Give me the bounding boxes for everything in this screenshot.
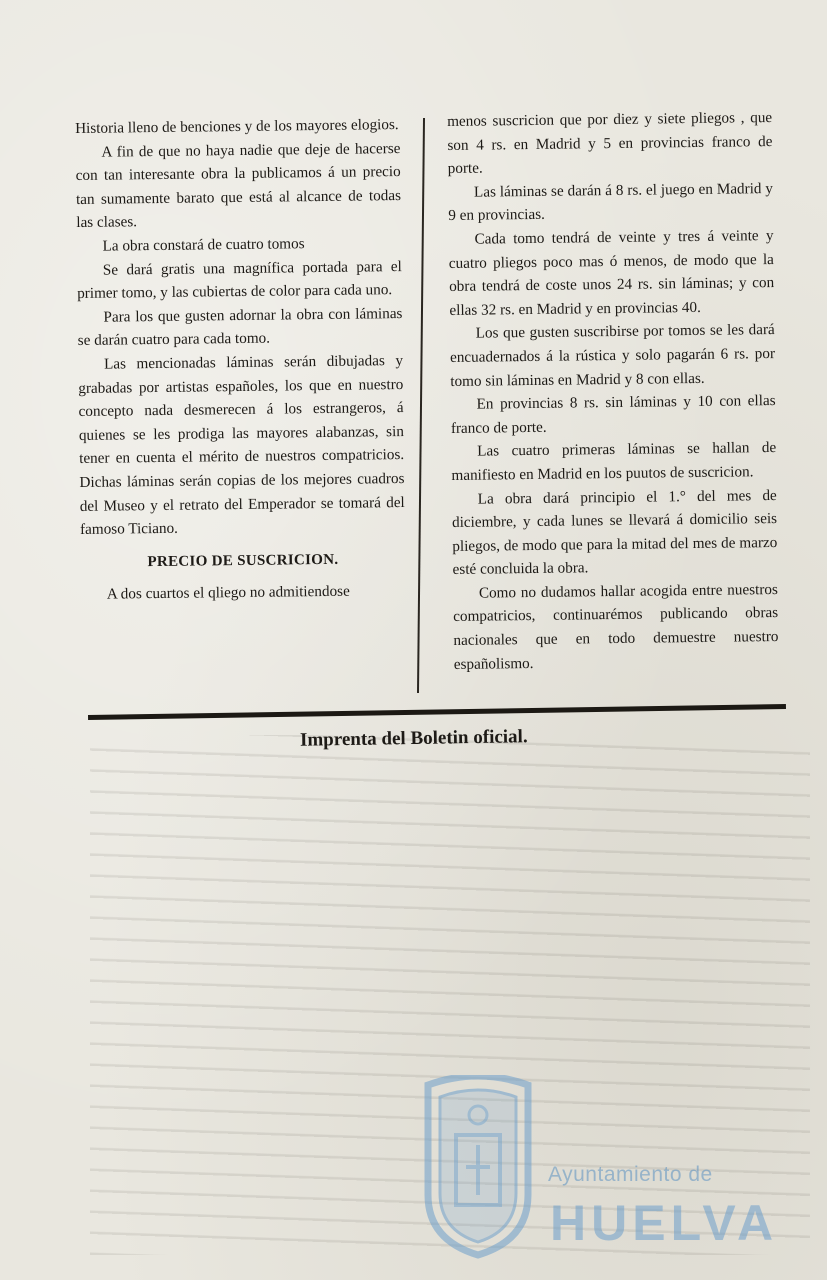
right-paragraph-2: Las láminas se darán á 8 rs. el juego en Madrid y 9 en provincias.: [448, 179, 774, 225]
watermark-line-1: Ayuntamiento de: [548, 1163, 713, 1186]
archive-watermark: [418, 1075, 779, 1260]
column-divider: [417, 118, 425, 693]
left-last-line: A dos cuartos el qliego no admitiendose: [106, 582, 350, 603]
right-paragraph-3: Cada tomo tendrá de veinte y tres á veinte y cuatro pliegos poco mas ó menos, de modo que la obra tendrá de coste unos 24 rs. sin láminas; y con ellas 32 rs. en Madrid y en provincias 40.: [448, 226, 775, 319]
left-paragraph-2: A fin de que no haya nadie que deje de hacerse con tan interesante obra la publicamos á un precio tan sumamente barato que está al alcance de todas las clases.: [75, 139, 402, 232]
right-paragraph-6: Las cuatro primeras láminas se hallan de manifiesto en Madrid en los puutos de suscricion.: [451, 439, 777, 484]
watermark-line-2: HUELVA: [550, 1195, 779, 1251]
left-paragraph-5: Para los que gusten adornar la obra con láminas se darán cuatro para cada tomo.: [77, 304, 403, 350]
left-paragraph-4: Se dará gratis una magnífica portada para el primer tomo, y las cubiertas de color para cada uno.: [77, 257, 402, 303]
left-paragraph-3: La obra constará de cuatro tomos: [102, 235, 305, 255]
footer-rule: [88, 704, 786, 720]
price-heading: PRECIO DE SUSCRICION.: [147, 551, 339, 570]
crest-icon: [418, 1075, 538, 1260]
right-paragraph-1: menos suscricion que por diez y siete pliegos , que son 4 rs. en Madrid y 5 en provincias franco de porte.: [447, 109, 773, 178]
imprint-line: Imprenta del Boletin oficial.: [299, 726, 528, 751]
right-paragraph-5: En provincias 8 rs. sin láminas y 10 con ellas franco de porte.: [450, 392, 776, 437]
left-paragraph-1: Historia lleno de benciones y de los mayores elogios.: [75, 116, 399, 137]
right-paragraph-7: La obra dará principio el 1.° del mes de diciembre, y cada lunes se llevará á domicilio seis pliegos, de modo que para la mitad del mes de marzo esté concluida la obra.: [451, 486, 778, 579]
right-paragraph-4: Los que gusten suscribirse por tomos se les dará encuadernados á la rústica y solo pagarán 6 rs. por tomo sin láminas en Madrid y 8 con ellas.: [449, 321, 776, 390]
right-column: [447, 106, 779, 676]
left-paragraph-6: Las mencionadas láminas serán dibujadas y grabadas por artistas españoles, los que en nuestro concepto nada desmerecen á los estrangeros, á quienes se les prodiga las mayores alabanzas, sin tener en cuenta el mérito de nuestros compatricios. Dichas láminas serán copias de los mejores cuadros del Museo y el retrato del Emperador se tomará del famoso Ticiano.: [78, 351, 405, 539]
right-paragraph-8: Como no dudamos hallar acogida entre nuestros compatricios, continuarémos publicando obras nacionales que en todo demuestre nuestro españolismo.: [453, 580, 779, 673]
left-column: [75, 113, 406, 607]
